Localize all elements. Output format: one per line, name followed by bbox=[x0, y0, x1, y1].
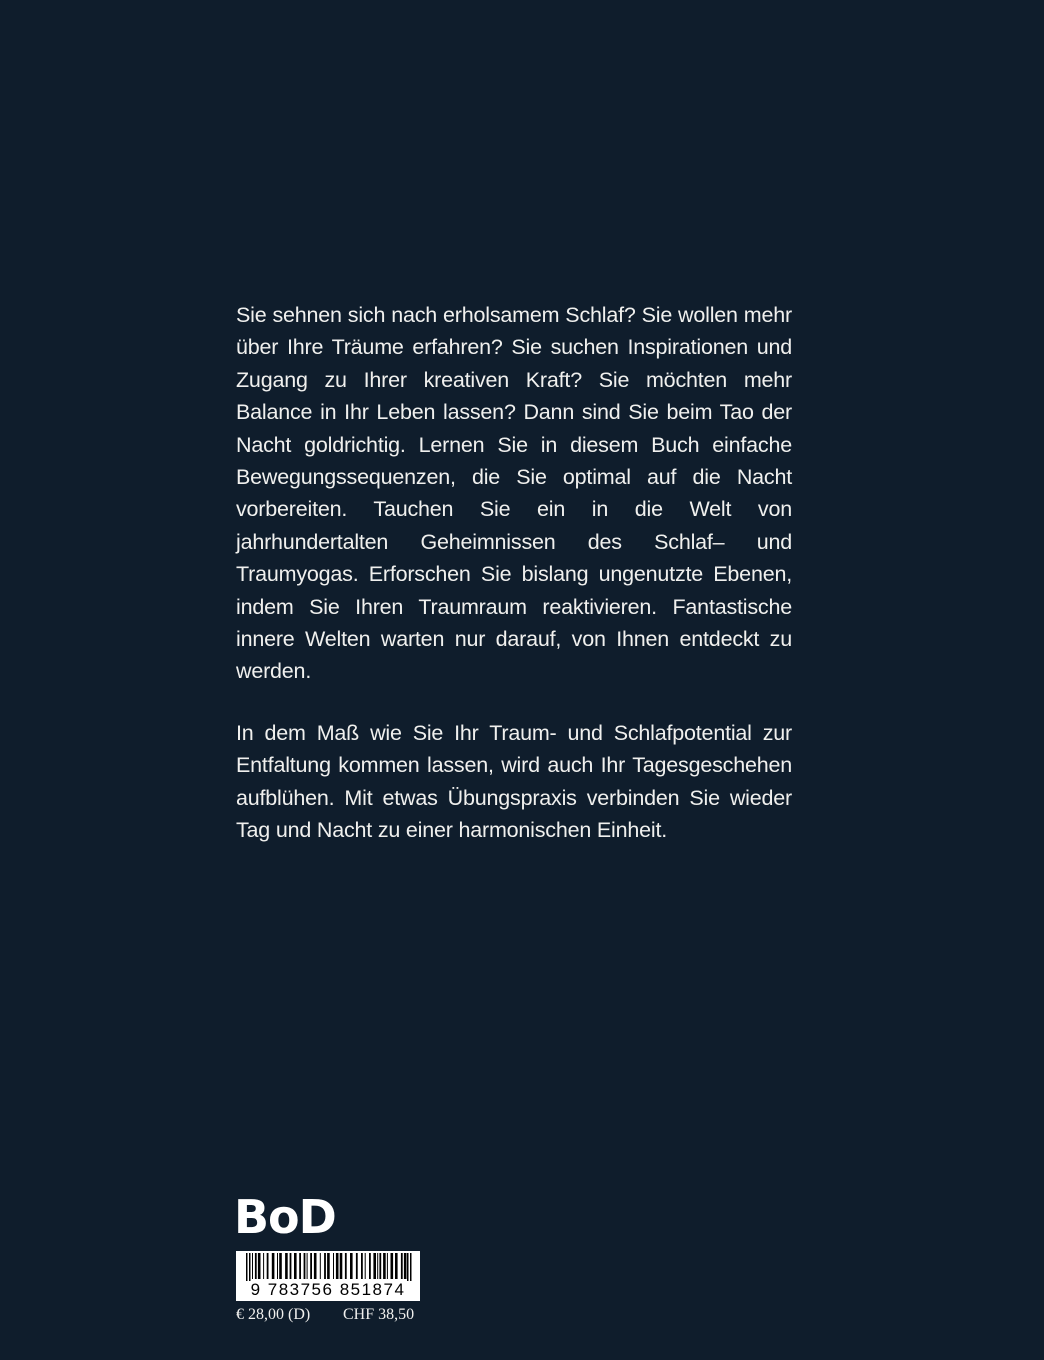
publisher-logo: BoD bbox=[234, 1190, 336, 1244]
barcode-bar bbox=[336, 1253, 339, 1279]
barcode-bar bbox=[387, 1253, 388, 1279]
barcode-bar bbox=[320, 1253, 321, 1279]
barcode-bar bbox=[279, 1253, 282, 1279]
blurb-paragraph-2: In dem Maß wie Sie Ihr Traum- und Schlafpotential zur Entfaltung kommen lassen, wird auch Ihr Tagesgeschehen aufblühen. Mit etwas Übungspraxis verbinden Sie wieder Tag und Nacht zu einer harmonischen Einheit. bbox=[236, 720, 792, 843]
barcode-bar bbox=[267, 1253, 269, 1279]
barcode-bar bbox=[263, 1253, 264, 1279]
barcode-bar bbox=[377, 1253, 378, 1279]
barcode-bar bbox=[299, 1253, 301, 1279]
barcode-bar bbox=[285, 1253, 288, 1279]
barcode-bar bbox=[252, 1253, 253, 1279]
barcode-bar bbox=[395, 1253, 398, 1279]
barcode-bar bbox=[383, 1253, 386, 1279]
barcode-bar bbox=[361, 1253, 363, 1279]
barcode-bar bbox=[365, 1253, 366, 1279]
barcode-bar bbox=[391, 1253, 394, 1279]
isbn-barcode bbox=[236, 1251, 420, 1301]
barcode-bar bbox=[310, 1253, 312, 1279]
barcode-bar bbox=[407, 1253, 409, 1281]
barcode-bar bbox=[333, 1253, 334, 1279]
barcode-bar bbox=[379, 1253, 381, 1279]
barcode-bar bbox=[340, 1253, 343, 1279]
barcode-bar bbox=[249, 1253, 251, 1281]
barcode-bar bbox=[272, 1253, 275, 1279]
barcode-bar bbox=[404, 1253, 407, 1279]
barcode-bar bbox=[410, 1253, 412, 1281]
barcode-bar bbox=[255, 1253, 257, 1279]
barcode-bar bbox=[294, 1253, 297, 1279]
back-cover-blurb bbox=[236, 299, 792, 847]
barcode-bar bbox=[356, 1253, 358, 1279]
barcode-bar bbox=[401, 1253, 403, 1279]
barcode-bar bbox=[373, 1253, 376, 1279]
barcode-bar bbox=[324, 1253, 326, 1279]
barcode-bar bbox=[304, 1253, 306, 1279]
price-eur: € 28,00 (D) bbox=[236, 1306, 311, 1323]
isbn-digits: 9 783756 851874 bbox=[250, 1280, 406, 1299]
price-chf: CHF 38,50 bbox=[343, 1306, 415, 1323]
blurb-paragraph-1: Sie sehnen sich nach erholsamem Schlaf? Sie wollen mehr über Ihre Träume erfahren? Sie suchen Inspirationen und Zugang zu Ihrer kreativen Kraft? Sie möchten mehr Balance in Ihr Leben lassen? Dann sind Sie beim Tao der Nacht goldrichtig. Lernen Sie in diesem Buch einfache Bewegungssequenzen, die Sie optimal auf die Nacht vorbereiten. Tauchen Sie ein in die Welt von jahrhundertalten Geheimnissen des Schlaf– und Traumyogas. Erforschen Sie bislang ungenutzte Ebenen, indem Sie Ihren Traumraum reaktivieren. Fantastische innere Welten warten nur darauf, von Ihnen entdeckt zu werden. bbox=[236, 303, 792, 684]
barcode-bar bbox=[350, 1253, 353, 1279]
barcode-bar bbox=[258, 1253, 261, 1279]
barcode-bars bbox=[236, 1251, 420, 1281]
barcode-bar bbox=[290, 1253, 292, 1279]
barcode-bar bbox=[327, 1253, 330, 1279]
barcode-bar bbox=[345, 1253, 347, 1279]
barcode-bar bbox=[277, 1253, 278, 1279]
barcode-bar bbox=[314, 1253, 317, 1279]
barcode-bar bbox=[369, 1253, 371, 1279]
barcode-bar bbox=[246, 1253, 248, 1281]
barcode-bar bbox=[307, 1253, 308, 1279]
